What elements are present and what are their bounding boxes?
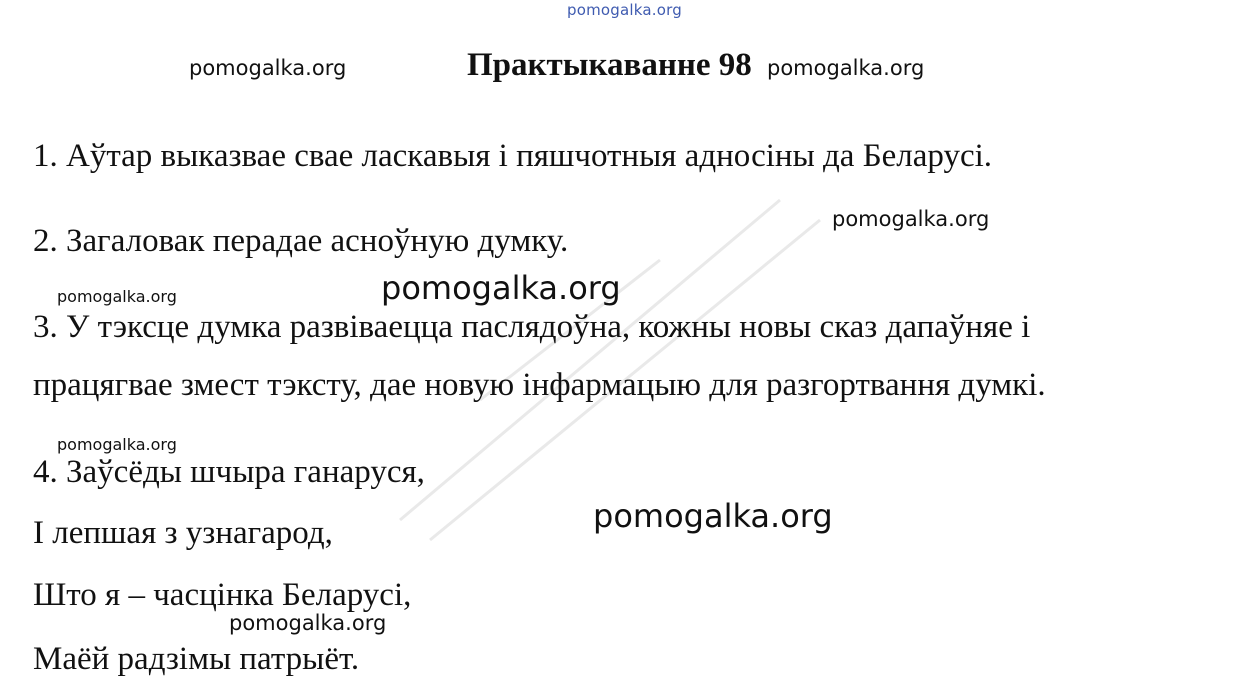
watermark-top[interactable]: pomogalka.org (567, 1, 682, 19)
watermark-bottom-small: pomogalka.org (229, 611, 387, 635)
answer-line-2: 2. Загаловак перадае асноўную думку. (33, 223, 569, 259)
watermark-header-right: pomogalka.org (767, 56, 925, 80)
poem-line-1: 4. Заўсёды шчыра ганаруся, (33, 454, 425, 490)
poem-line-4: Маёй радзімы патрыёт. (33, 641, 360, 677)
watermark-left-small-1: pomogalka.org (57, 287, 177, 306)
answer-line-3b: працягвае змест тэксту, дае новую інфармацыю для разгортвання думкі. (33, 367, 1046, 403)
watermark-center-large-2: pomogalka.org (593, 497, 833, 535)
answer-line-1: 1. Аўтар выказвае свае ласкавыя і пяшчотныя адносіны да Беларусі. (33, 138, 993, 174)
page-title: Практыкаванне 98 (467, 47, 752, 83)
answer-line-3a: 3. У тэксце думка развіваецца паслядоўна, кожны новы сказ дапаўняе і (33, 309, 1031, 345)
watermark-center-large-1: pomogalka.org (381, 269, 621, 307)
watermark-right-upper: pomogalka.org (832, 207, 990, 231)
poem-line-2: І лепшая з узнагарод, (33, 515, 333, 551)
poem-line-3: Што я – часцінка Беларусі, (33, 577, 412, 613)
watermark-header-left: pomogalka.org (189, 56, 347, 80)
watermark-left-small-2: pomogalka.org (57, 435, 177, 454)
